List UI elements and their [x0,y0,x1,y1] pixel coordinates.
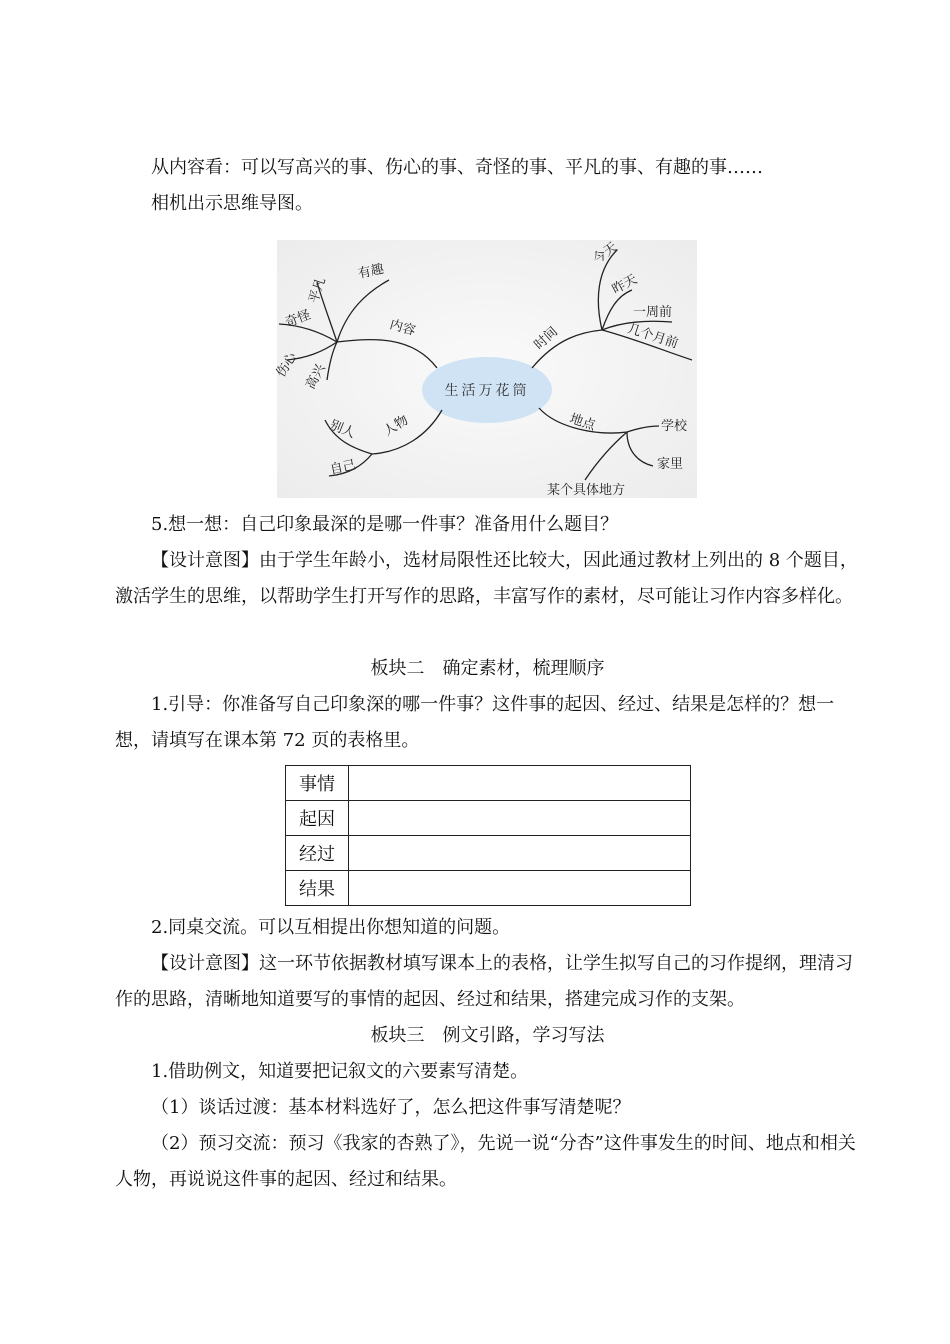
mind-map-center-label: 生活万花筒 [444,383,530,399]
paragraph-content-view: 从内容看：可以写高兴的事、伤心的事、奇怪的事、平凡的事、有趣的事…… [151,157,763,178]
branch-label-person: 人物 [381,412,412,440]
table-row [286,871,691,906]
table-cell-label: 结果 [286,871,349,906]
leaf-label-interesting: 有趣 [356,261,386,282]
table-cell-label: 经过 [286,836,349,871]
leaf-label-others: 别人 [327,417,358,442]
table-cell-value [349,801,691,836]
paragraph-design-intent-1: 【设计意图】由于学生年龄小，选材局限性还比较大，因此通过教材上列出的 8 个题目，激活学生的思维，以帮助学生打开写作的思路，丰富写作的素材，尽可能让习作内容多样化。 [115,550,858,607]
paragraph-step1-guide: 1.引导：你准备写自己印象深的哪一件事？这件事的起因、经过、结果是怎样的？想一想，请填写在课本第 72 页的表格里。 [115,694,835,751]
section3-title: 板块三 例文引路，学习写法 [370,1025,605,1046]
leaf-label-happy: 高兴 [303,361,329,392]
leaf-label-today: 今天 [590,239,621,268]
leaf-label-home: 家里 [657,457,684,472]
outline-table [285,765,691,906]
branch-label-time: 时间 [531,324,562,353]
paragraph-sub2: （2）预习交流：预习《我家的杏熟了》，先说一说“分杏”这件事发生的时间、地点和相关人物，再说说这件事的起因、经过和结果。 [115,1133,856,1190]
paragraph-design-intent-2: 【设计意图】这一环节依据教材填写课本上的表格，让学生拟写自己的习作提纲，理清习作的思路，清晰地知道要写的事情的起因、经过和结果，搭建完成习作的支架。 [115,953,853,1010]
paragraph-step5: 5.想一想：自己印象最深的是哪一件事？准备用什么题目？ [151,514,619,535]
table-row [286,766,691,801]
paragraph-show-mindmap: 相机出示思维导图。 [151,193,313,214]
leaf-label-months-ago: 几个月前 [625,321,680,352]
section2-title: 板块二 确定素材，梳理顺序 [370,658,605,679]
branch-label-place: 地点 [567,411,598,434]
leaf-label-ordinary: 平凡 [306,275,329,306]
leaf-label-sad: 伤心 [273,350,301,381]
table-cell-label: 起因 [286,801,349,836]
table-row [286,836,691,871]
paragraph-step2-exchange: 2.同桌交流。可以互相提出你想知道的问题。 [151,917,511,938]
leaf-label-strange: 奇怪 [283,307,313,331]
leaf-label-week-ago: 一周前 [633,305,673,320]
paragraph-step1-example: 1.借助例文，知道要把记叙文的六要素写清楚。 [151,1061,529,1082]
table-cell-value [349,836,691,871]
leaf-label-yesterday: 昨天 [609,272,640,298]
leaf-label-self: 自己 [328,457,358,478]
table-row [286,801,691,836]
leaf-label-specific-place: 某个具体地方 [547,483,626,498]
table-cell-label: 事情 [286,766,349,801]
leaf-label-school: 学校 [661,419,688,434]
mind-map-figure [273,239,697,498]
paragraph-sub1: （1）谈话过渡：基本材料选好了，怎么把这件事写清楚呢？ [151,1097,631,1118]
branch-label-content: 内容 [387,317,418,340]
table-cell-value [349,766,691,801]
table-cell-value [349,871,691,906]
